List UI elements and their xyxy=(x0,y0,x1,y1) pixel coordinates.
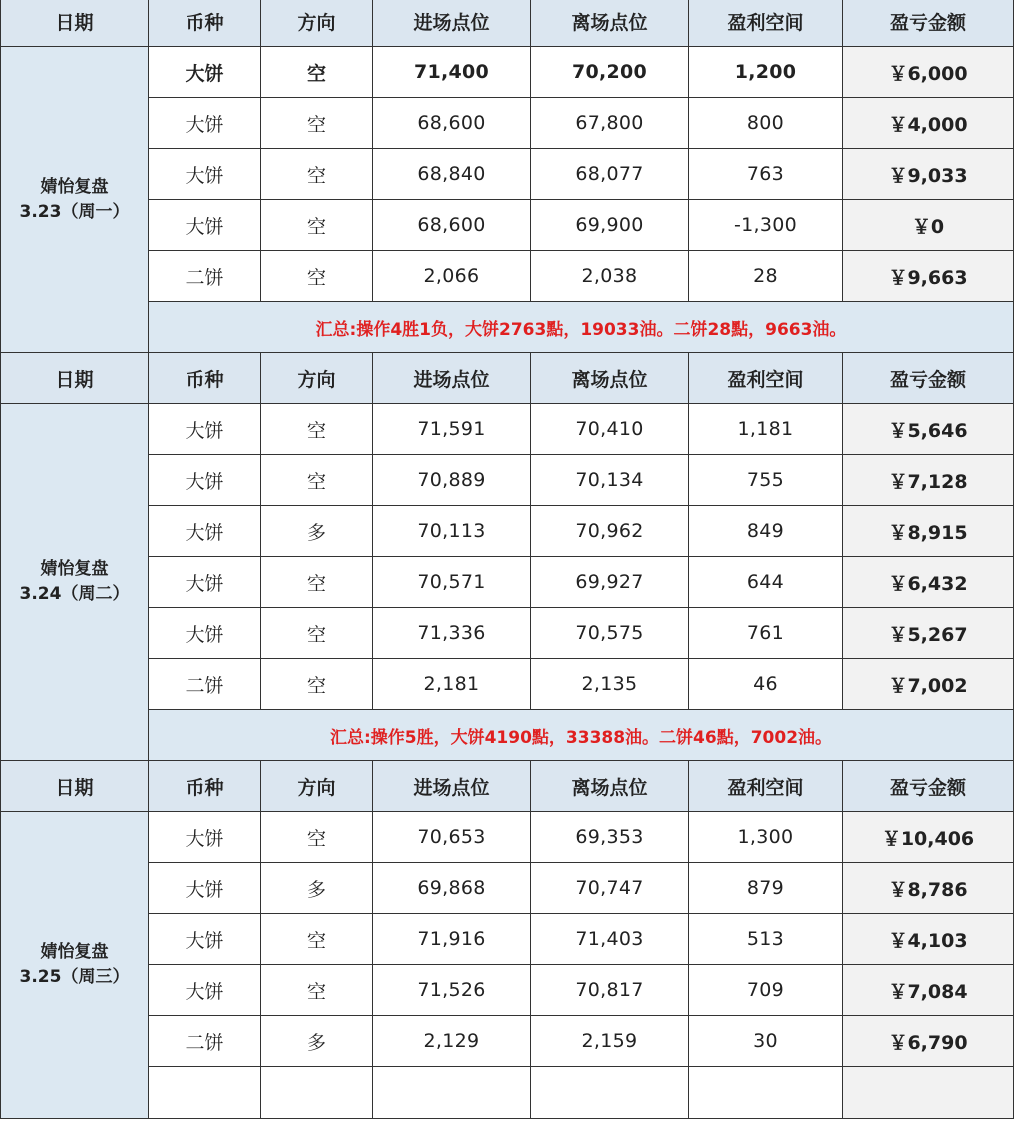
profit-space-cell: 513 xyxy=(689,914,843,965)
table-row xyxy=(1,863,1014,914)
profit-space-cell: 1,300 xyxy=(689,812,843,863)
coin-cell: 二饼 xyxy=(149,251,261,302)
direction-cell: 空 xyxy=(261,149,373,200)
empty-cell xyxy=(689,1067,843,1119)
table-row xyxy=(1,914,1014,965)
entry-cell: 69,868 xyxy=(373,863,531,914)
profit-space-cell: 800 xyxy=(689,98,843,149)
header-date: 日期 xyxy=(1,761,149,812)
profit-space-cell: 755 xyxy=(689,455,843,506)
header-direction: 方向 xyxy=(261,353,373,404)
direction-cell: 空 xyxy=(261,47,373,98)
exit-cell: 71,403 xyxy=(531,914,689,965)
direction-cell: 多 xyxy=(261,506,373,557)
pnl-cell: ￥5,267 xyxy=(843,608,1014,659)
direction-cell: 空 xyxy=(261,200,373,251)
date-title: 婧怡复盘 xyxy=(40,176,109,197)
direction-cell: 多 xyxy=(261,863,373,914)
coin-cell: 二饼 xyxy=(149,659,261,710)
header-pnl: 盈亏金额 xyxy=(843,0,1014,47)
header-pnl: 盈亏金额 xyxy=(843,761,1014,812)
date-title: 婧怡复盘 xyxy=(40,942,109,962)
direction-cell: 空 xyxy=(261,914,373,965)
table-header-row xyxy=(1,353,1014,404)
coin-cell: 大饼 xyxy=(149,914,261,965)
entry-cell: 2,129 xyxy=(373,1016,531,1067)
date-day: 3.23（周一） xyxy=(19,201,130,222)
table-header-row xyxy=(1,761,1014,812)
coin-cell: 大饼 xyxy=(149,47,261,98)
coin-cell: 大饼 xyxy=(149,506,261,557)
header-profit-space: 盈利空间 xyxy=(689,761,843,812)
pnl-cell: ￥10,406 xyxy=(843,812,1014,863)
entry-cell: 2,066 xyxy=(373,251,531,302)
direction-cell: 空 xyxy=(261,608,373,659)
profit-space-cell: 761 xyxy=(689,608,843,659)
pnl-cell: ￥6,000 xyxy=(843,47,1014,98)
header-direction: 方向 xyxy=(261,0,373,47)
table-row xyxy=(1,47,1014,98)
entry-cell: 71,591 xyxy=(373,404,531,455)
exit-cell: 70,134 xyxy=(531,455,689,506)
profit-space-cell: 849 xyxy=(689,506,843,557)
pnl-cell: ￥7,002 xyxy=(843,659,1014,710)
header-profit-space: 盈利空间 xyxy=(689,0,843,47)
entry-cell: 70,571 xyxy=(373,557,531,608)
header-direction: 方向 xyxy=(261,761,373,812)
header-profit-space: 盈利空间 xyxy=(689,353,843,404)
empty-cell xyxy=(261,1067,373,1119)
pnl-cell: ￥8,786 xyxy=(843,863,1014,914)
entry-cell: 70,113 xyxy=(373,506,531,557)
exit-cell: 2,159 xyxy=(531,1016,689,1067)
exit-cell: 2,038 xyxy=(531,251,689,302)
table-row xyxy=(1,506,1014,557)
direction-cell: 空 xyxy=(261,251,373,302)
pnl-cell: ￥6,432 xyxy=(843,557,1014,608)
table-row xyxy=(1,149,1014,200)
coin-cell: 大饼 xyxy=(149,455,261,506)
summary-text: 汇总:操作4胜1负，大饼2763點，19033油。二饼28點，9663油。 xyxy=(149,302,1014,353)
direction-cell: 空 xyxy=(261,557,373,608)
direction-cell: 空 xyxy=(261,98,373,149)
coin-cell: 大饼 xyxy=(149,98,261,149)
header-exit: 离场点位 xyxy=(531,353,689,404)
exit-cell: 70,962 xyxy=(531,506,689,557)
date-cell xyxy=(1,404,149,761)
coin-cell: 大饼 xyxy=(149,608,261,659)
empty-cell xyxy=(531,1067,689,1119)
profit-space-cell: 644 xyxy=(689,557,843,608)
summary-row xyxy=(1,302,1014,353)
profit-space-cell: 30 xyxy=(689,1016,843,1067)
table-header-row xyxy=(1,0,1014,47)
pnl-cell: ￥0 xyxy=(843,200,1014,251)
entry-cell: 68,600 xyxy=(373,98,531,149)
exit-cell: 69,353 xyxy=(531,812,689,863)
exit-cell: 70,200 xyxy=(531,47,689,98)
pnl-cell: ￥5,646 xyxy=(843,404,1014,455)
entry-cell: 71,336 xyxy=(373,608,531,659)
table-row xyxy=(1,1016,1014,1067)
coin-cell: 二饼 xyxy=(149,1016,261,1067)
exit-cell: 68,077 xyxy=(531,149,689,200)
pnl-cell: ￥6,790 xyxy=(843,1016,1014,1067)
entry-cell: 71,916 xyxy=(373,914,531,965)
header-coin: 币种 xyxy=(149,0,261,47)
entry-cell: 71,400 xyxy=(373,47,531,98)
coin-cell: 大饼 xyxy=(149,557,261,608)
date-day: 3.25（周三） xyxy=(19,967,130,987)
date-day: 3.24（周二） xyxy=(19,584,130,604)
table-row xyxy=(1,812,1014,863)
empty-cell xyxy=(843,1067,1014,1119)
coin-cell: 大饼 xyxy=(149,965,261,1016)
empty-cell xyxy=(149,1067,261,1119)
header-coin: 币种 xyxy=(149,353,261,404)
exit-cell: 70,410 xyxy=(531,404,689,455)
profit-space-cell: 46 xyxy=(689,659,843,710)
entry-cell: 70,889 xyxy=(373,455,531,506)
profit-space-cell: -1,300 xyxy=(689,200,843,251)
header-date: 日期 xyxy=(1,353,149,404)
coin-cell: 大饼 xyxy=(149,149,261,200)
header-exit: 离场点位 xyxy=(531,761,689,812)
entry-cell: 2,181 xyxy=(373,659,531,710)
entry-cell: 70,653 xyxy=(373,812,531,863)
coin-cell: 大饼 xyxy=(149,863,261,914)
pnl-cell: ￥4,000 xyxy=(843,98,1014,149)
header-entry: 进场点位 xyxy=(373,353,531,404)
direction-cell: 多 xyxy=(261,1016,373,1067)
pnl-cell: ￥7,084 xyxy=(843,965,1014,1016)
summary-text: 汇总:操作5胜，大饼4190點，33388油。二饼46點，7002油。 xyxy=(149,710,1014,761)
direction-cell: 空 xyxy=(261,455,373,506)
exit-cell: 2,135 xyxy=(531,659,689,710)
entry-cell: 68,600 xyxy=(373,200,531,251)
table-row xyxy=(1,965,1014,1016)
exit-cell: 69,900 xyxy=(531,200,689,251)
table-row xyxy=(1,557,1014,608)
entry-cell: 68,840 xyxy=(373,149,531,200)
pnl-cell: ￥9,033 xyxy=(843,149,1014,200)
profit-space-cell: 1,200 xyxy=(689,47,843,98)
table-row xyxy=(1,200,1014,251)
date-cell xyxy=(1,812,149,1119)
direction-cell: 空 xyxy=(261,659,373,710)
coin-cell: 大饼 xyxy=(149,200,261,251)
header-exit: 离场点位 xyxy=(531,0,689,47)
header-entry: 进场点位 xyxy=(373,761,531,812)
exit-cell: 70,747 xyxy=(531,863,689,914)
profit-space-cell: 1,181 xyxy=(689,404,843,455)
exit-cell: 69,927 xyxy=(531,557,689,608)
coin-cell: 大饼 xyxy=(149,404,261,455)
date-cell xyxy=(1,47,149,353)
pnl-cell: ￥4,103 xyxy=(843,914,1014,965)
pnl-cell: ￥9,663 xyxy=(843,251,1014,302)
pnl-cell: ￥7,128 xyxy=(843,455,1014,506)
profit-space-cell: 763 xyxy=(689,149,843,200)
direction-cell: 空 xyxy=(261,404,373,455)
header-coin: 币种 xyxy=(149,761,261,812)
pnl-cell: ￥8,915 xyxy=(843,506,1014,557)
exit-cell: 70,575 xyxy=(531,608,689,659)
direction-cell: 空 xyxy=(261,812,373,863)
table-row xyxy=(1,404,1014,455)
table-row xyxy=(1,98,1014,149)
date-title: 婧怡复盘 xyxy=(40,559,109,579)
table-row xyxy=(1,608,1014,659)
profit-space-cell: 879 xyxy=(689,863,843,914)
table-row xyxy=(1,455,1014,506)
header-date: 日期 xyxy=(1,0,149,47)
header-pnl: 盈亏金额 xyxy=(843,353,1014,404)
table-row xyxy=(1,251,1014,302)
header-entry: 进场点位 xyxy=(373,0,531,47)
exit-cell: 67,800 xyxy=(531,98,689,149)
coin-cell: 大饼 xyxy=(149,812,261,863)
profit-space-cell: 709 xyxy=(689,965,843,1016)
exit-cell: 70,817 xyxy=(531,965,689,1016)
entry-cell: 71,526 xyxy=(373,965,531,1016)
empty-cell xyxy=(373,1067,531,1119)
summary-row xyxy=(1,710,1014,761)
empty-row xyxy=(1,1067,1014,1119)
profit-space-cell: 28 xyxy=(689,251,843,302)
table-row xyxy=(1,659,1014,710)
direction-cell: 空 xyxy=(261,965,373,1016)
